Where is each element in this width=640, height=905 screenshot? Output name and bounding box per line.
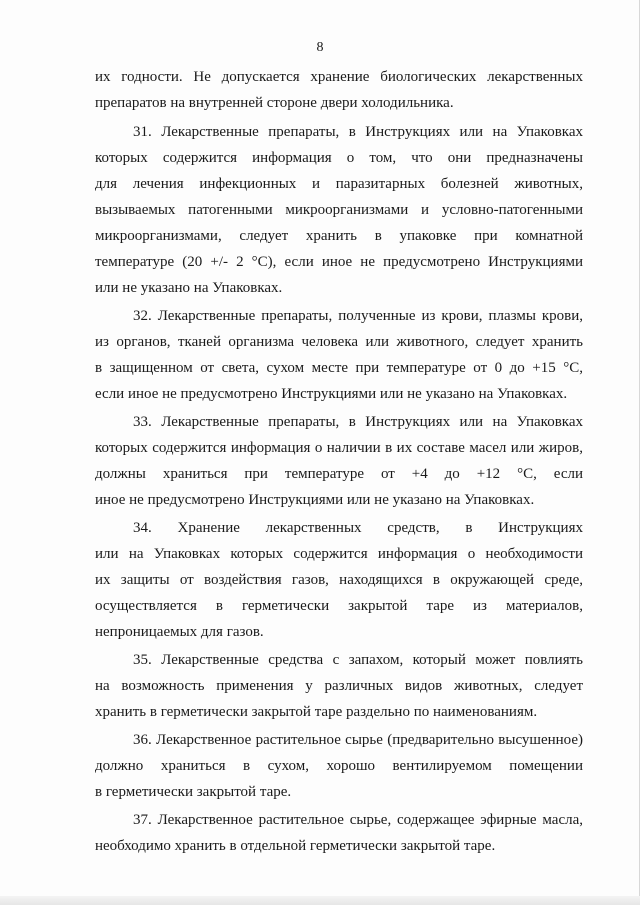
text-line: должно храниться в сухом, хорошо вентилируемом помещении: [95, 758, 583, 774]
page-bottom-edge: [0, 896, 640, 905]
text-line: 33. Лекарственные препараты, в Инструкциях или на Упаковках: [133, 414, 583, 430]
text-line: должны храниться при температуре от +4 до +12 °C, если: [95, 466, 583, 482]
text-line: 35. Лекарственные средства с запахом, который может повлиять: [133, 652, 583, 668]
text-line: которых содержится информация о наличии в их составе масел или жиров,: [95, 440, 583, 456]
text-line: или не указано на Упаковках.: [95, 280, 283, 296]
page-number: 8: [316, 40, 324, 55]
text-line: 31. Лекарственные препараты, в Инструкциях или на Упаковках: [133, 124, 583, 140]
text-line: вызываемых патогенными микроорганизмами и условно-патогенными: [95, 202, 583, 218]
text-line: на возможность применения у различных видов животных, следует: [95, 678, 583, 694]
text-line: из органов, тканей организма человека или животного, следует хранить: [95, 334, 583, 350]
text-line: хранить в герметически закрытой таре раздельно по наименованиям.: [95, 704, 538, 720]
text-line: для лечения инфекционных и паразитарных болезней животных,: [95, 176, 583, 192]
text-line: 36. Лекарственное растительное сырье (предварительно высушенное): [133, 732, 583, 748]
text-line: их годности. Не допускается хранение биологических лекарственных: [95, 69, 583, 85]
text-line: которых содержится информация о том, что они предназначены: [95, 150, 583, 166]
text-line: в защищенном от света, сухом месте при температуре от 0 до +15 °C,: [95, 360, 583, 376]
text-line: препаратов на внутренней стороне двери холодильника.: [95, 95, 454, 111]
text-line: 32. Лекарственные препараты, полученные из крови, плазмы крови,: [133, 308, 583, 324]
text-line: микроорганизмами, следует хранить в упаковке при комнатной: [95, 228, 583, 244]
text-line: иное не предусмотрено Инструкциями или не указано на Упаковках.: [95, 492, 535, 508]
text-line: осуществляется в герметически закрытой таре из материалов,: [95, 598, 583, 614]
text-line: непроницаемых для газов.: [95, 624, 264, 640]
text-line: в герметически закрытой таре.: [95, 784, 292, 800]
text-line: 37. Лекарственное растительное сырье, содержащее эфирные масла,: [133, 812, 583, 828]
text-line: 34. Хранение лекарственных средств, в Инструкциях: [133, 520, 583, 536]
text-line: или на Упаковках которых содержится информация о необходимости: [95, 546, 583, 562]
text-line: если иное не предусмотрено Инструкциями или не указано на Упаковках.: [95, 386, 568, 402]
text-line: их защиты от воздействия газов, находящихся в окружающей среде,: [95, 572, 583, 588]
text-line: температуре (20 +/- 2 °C), если иное не предусмотрено Инструкциями: [95, 254, 583, 270]
text-line: необходимо хранить в отдельной герметически закрытой таре.: [95, 838, 496, 854]
